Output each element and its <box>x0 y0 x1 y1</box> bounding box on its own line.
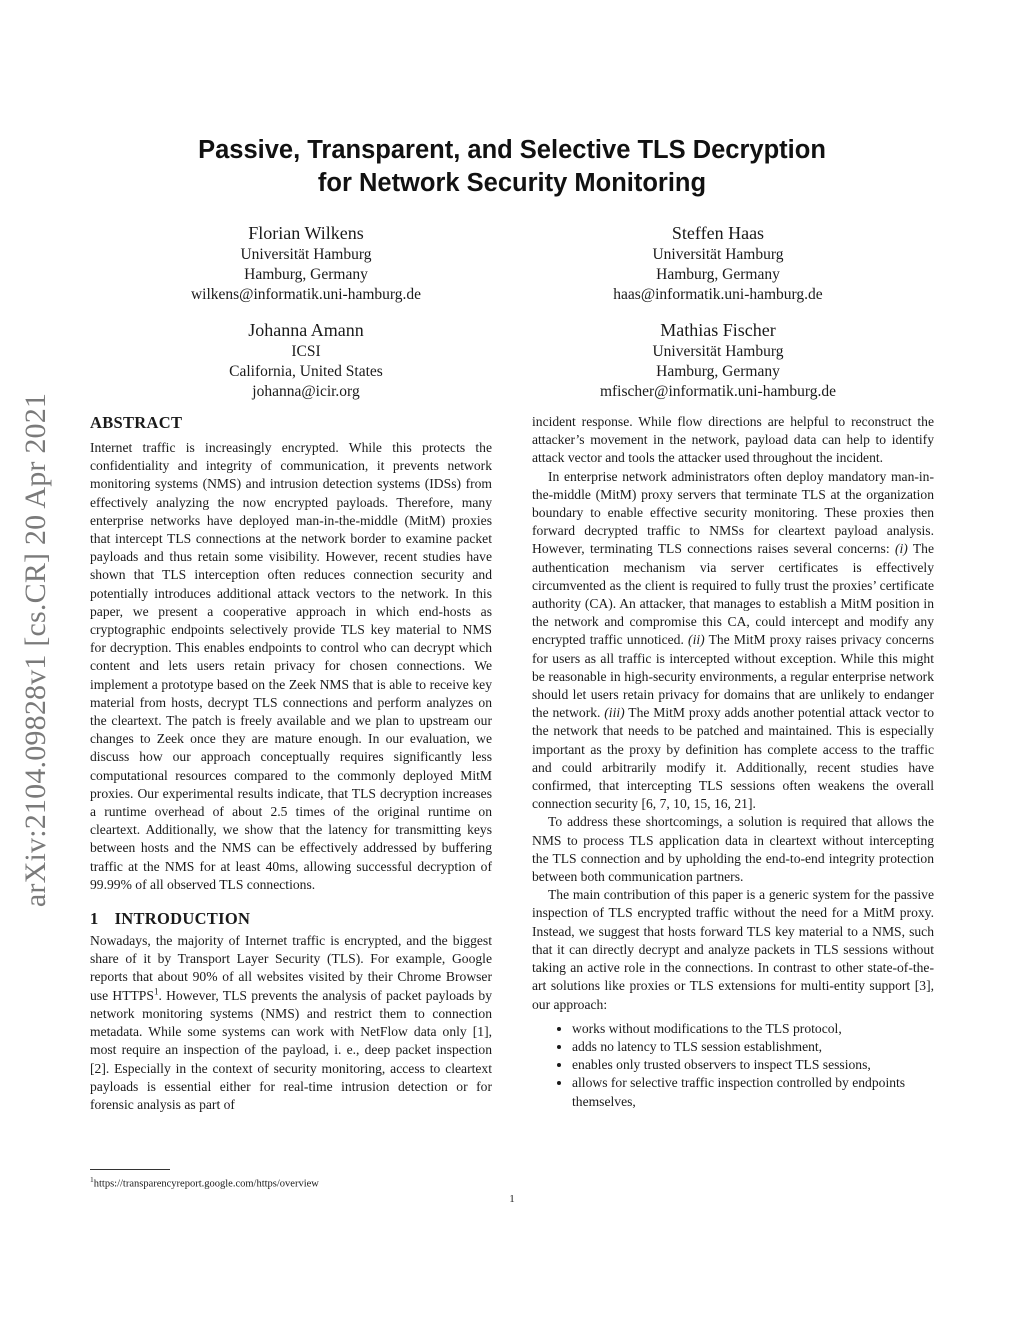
intro-paragraph-4: The main contribution of this paper is a generic system for the passive inspection of TLS encrypted traffic without the need for a MitM proxy. Instead, we suggest that hosts forward TLS key material to a NMS, such that it can directly decrypt and analyze packets in TLS sessions without taking an active role in the connections. In contrast to other state-of-the-art solutions like proxies or TLS extensions for multi-entity support [3], our approach: <box>532 887 934 1012</box>
author-name: Florian Wilkens <box>248 223 364 243</box>
author-name: Steffen Haas <box>671 223 765 243</box>
footnote <box>90 1173 319 1191</box>
page-number: 1 <box>509 1193 515 1205</box>
author-email: haas@informatik.uni-hamburg.de <box>613 286 823 303</box>
author-name: Johanna Amann <box>248 320 364 340</box>
intro-paragraph-3: To address these shortcomings, a solution is required that allows the NMS to process TLS application data in cleartext without intercepting the TLS connection and by upholding the end-to-end integrity protection between both communication partners. <box>532 814 934 885</box>
author-affiliation: Universität Hamburg <box>652 246 784 263</box>
abstract-text: Internet traffic is increasingly encrypted. While this protects the confidentiality and integrity of communication, it prevents network monitoring systems (NMS) and intrusion detection systems (IDSs) from effectively analyzing the now encrypted payloads. Therefore, many enterprise networks have deployed man-in-the-middle (MitM) proxies that intercept TLS connections at the network border to examine packet payloads and thus retain some visibility. However, recent studies have shown that TLS interception often reduces connection security and potentially introduces additional attack vectors to the network. In this paper, we present a cooperative approach in which end-hosts as cryptographic endpoints selectively provide TLS key material to NMS for decryption. This enables endpoints to control who can decrypt which content and lets users retain privacy for chosen connections. We implement a prototype based on the Zeek NMS that is able to receive key material from hosts, decrypt TLS connections and perform analyzes on the cleartext. The patch is freely available and we plan to upstream our changes to Zeek once they are mature enough. In our evaluation, we discuss how our approach conceptually requires significantly less computational resources compared to the commonly deployed MitM proxies. Our experimental results indicate, that TLS decryption increases a runtime overhead of about 2.5 times of the original runtime on cleartext. Additionally, we show that the latency for transmitting keys between hosts and the NMS can be effectively addressed by buffering traffic at the NMS for at least 40ms, allowing successful decryption of 99.99% of all observed TLS connections. <box>90 440 492 892</box>
list-marker-i: (i) <box>894 541 908 557</box>
author-block-2 <box>538 221 898 305</box>
footnote-url[interactable]: https://transparencyreport.google.com/https/overview <box>93 1178 319 1190</box>
footnote-mark: 1 <box>90 1175 94 1184</box>
footnote-rule <box>90 1169 170 1170</box>
list-item: • allows for selective traffic inspection controlled by endpoints themselves, <box>572 1074 934 1110</box>
author-block-4 <box>538 318 898 402</box>
list-item: • works without modifications to the TLS protocol, <box>572 1020 934 1038</box>
paper-title <box>120 134 904 200</box>
list-marker-ii: (ii) <box>688 632 705 648</box>
author-affiliation: Universität Hamburg <box>652 343 784 360</box>
author-location: California, United States <box>229 363 383 380</box>
author-affiliation: Universität Hamburg <box>240 246 372 263</box>
arxiv-identifier: arXiv:2104.09828v1 [cs.CR] 20 Apr 2021 <box>19 392 52 908</box>
list-item: • enables only trusted observers to inspect TLS sessions, <box>572 1056 934 1074</box>
section-number: 1 <box>90 909 99 929</box>
list-marker-iii: (iii) <box>604 705 625 721</box>
intro-p1-text-b: . However, TLS prevents the analysis of packet payloads by network monitoring systems (NMS) and restrict them to connection metadata. While some systems can work with NetFlow data only [1], most require an inspection of the payload, i. e., deep packet inspection [2]. Especially in the context of security monitoring, access to cleartext payloads is essential either for real-time intrusion detection or for forensic analysis as part of <box>90 987 492 1112</box>
title-line-1: Passive, Transparent, and Selective TLS Decryption <box>198 136 826 164</box>
p2-text-d: The MitM proxy adds another potential attack vector to the network that needs to be patched and maintained. This is especially important as the proxy by definition has complete access to the traffic and could arbitrarily modify it. Additionally, recent studies have confirmed, that intercepting TLS sessions often weakens the overall connection security [6, 7, 10, 15, 16, 21]. <box>532 705 934 812</box>
author-location: Hamburg, Germany <box>244 266 368 283</box>
p2-text-c: The MitM proxy raises privacy concerns for users as all traffic is intercepted without exception. While this might be reasonable in high-security environments, a regular enterprise network should let users retain privacy for domains that are unlikely to endanger the network. <box>532 632 934 721</box>
intro-paragraph-2 <box>532 468 934 814</box>
author-email: johanna@icir.org <box>252 383 360 400</box>
author-location: Hamburg, Germany <box>656 363 780 380</box>
author-email: mfischer@informatik.uni-hamburg.de <box>599 383 837 400</box>
intro-paragraph-1-continued: incident response. While flow directions are helpful to reconstruct the attacker’s movement in the network, payload data can help to identify attack vector and tools the attacker used throughout the incident. <box>532 414 934 466</box>
author-block-3 <box>126 318 486 402</box>
right-column <box>532 413 934 1111</box>
list-item: • adds no latency to TLS session establishment, <box>572 1038 934 1056</box>
left-column <box>90 413 492 1114</box>
p2-text-a: In enterprise network administrators often deploy mandatory man-in-the-middle (MitM) proxy servers that terminate TLS at the organization boundary to enable effective security monitoring. These proxies then forward decrypted traffic to NMSs for cleartext payload analysis. However, terminating TLS connections raises several concerns: <box>532 468 934 557</box>
section-title: INTRODUCTION <box>114 909 251 929</box>
title-line-2: for Network Security Monitoring <box>317 169 707 197</box>
intro-p1-text-a: Nowadays, the majority of Internet traffic is encrypted, and the biggest share of it by Transport Layer Security (TLS). For example, Google reports that about 90% of all websites visited by their Chrome Browser use HTTPS <box>90 933 492 1003</box>
author-block-1 <box>126 221 486 305</box>
arxiv-identifier-sidebar <box>16 355 56 945</box>
abstract-heading: ABSTRACT <box>90 413 183 432</box>
author-location: Hamburg, Germany <box>656 266 780 283</box>
author-email: wilkens@informatik.uni-hamburg.de <box>190 286 422 303</box>
p2-text-b: The authentication mechanism via server certificates is effectively circumvented as the client is required to fully trust the proxies’ certificate authority (CA). An attacker, that manages to establish a MitM position in the network and compromise this CA, could intercept and modify any encrypted traffic unnoticed. <box>532 541 934 648</box>
footnote-reference: 1 <box>153 986 159 997</box>
intro-paragraph-1 <box>90 932 492 1114</box>
contribution-list <box>532 1020 934 1111</box>
author-name: Mathias Fischer <box>660 320 776 340</box>
section-heading-introduction <box>90 909 492 929</box>
author-affiliation: ICSI <box>291 343 321 360</box>
